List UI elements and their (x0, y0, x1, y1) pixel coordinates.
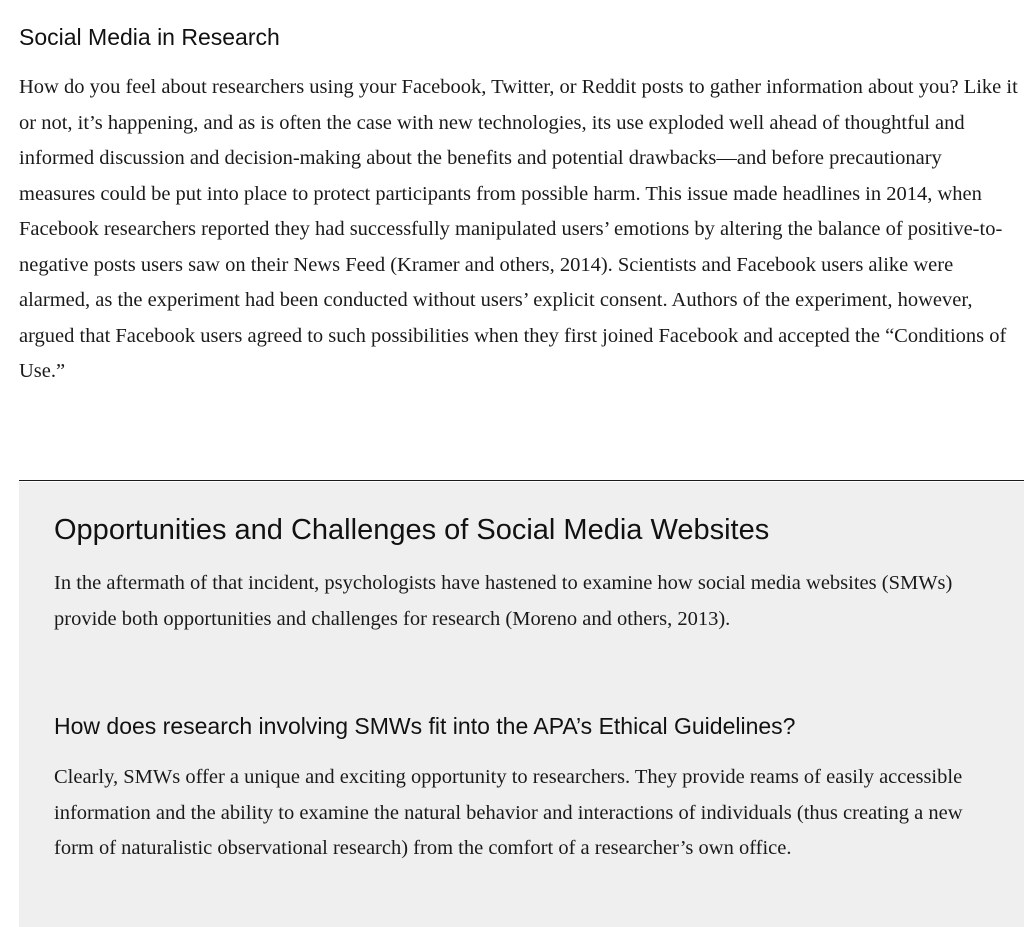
callout-title: Opportunities and Challenges of Social Media Websites (54, 514, 770, 546)
callout-subheading: How does research involving SMWs fit into the APA’s Ethical Guidelines? (54, 713, 796, 739)
intro-paragraph: How do you feel about researchers using your Facebook, Twitter, or Reddit posts to gather information about you? Like it or not, it’s happening, and as is often the case with new technologies, its use exploded well ahead of thoughtful and informed discussion and decision-making about the benefits and potential drawbacks—and before precautionary measures could be put into place to protect participants from possible harm. This issue made headlines in 2014, when Facebook researchers reported they had successfully manipulated users’ emotions by altering the balance of positive-to-negative posts users saw on their News Feed (Kramer and others, 2014). Scientists and Facebook users alike were alarmed, as the experiment had been conducted without users’ explicit consent. Authors of the experiment, however, argued that Facebook users agreed to such possibilities when they first joined Facebook and accepted the “Conditions of Use.” (19, 76, 1018, 382)
section-divider (19, 480, 1024, 481)
callout-box (19, 482, 1024, 927)
callout-paragraph-2: Clearly, SMWs offer a unique and exciting opportunity to researchers. They provide reams of easily accessible information and the ability to examine the natural behavior and interactions of individuals (thus creating a new form of naturalistic observational research) from the comfort of a researcher’s own office. (54, 766, 963, 859)
section-title: Social Media in Research (19, 24, 280, 50)
callout-paragraph-1: In the aftermath of that incident, psychologists have hastened to examine how social media websites (SMWs) provide both opportunities and challenges for research (Moreno and others, 2013). (54, 572, 953, 630)
